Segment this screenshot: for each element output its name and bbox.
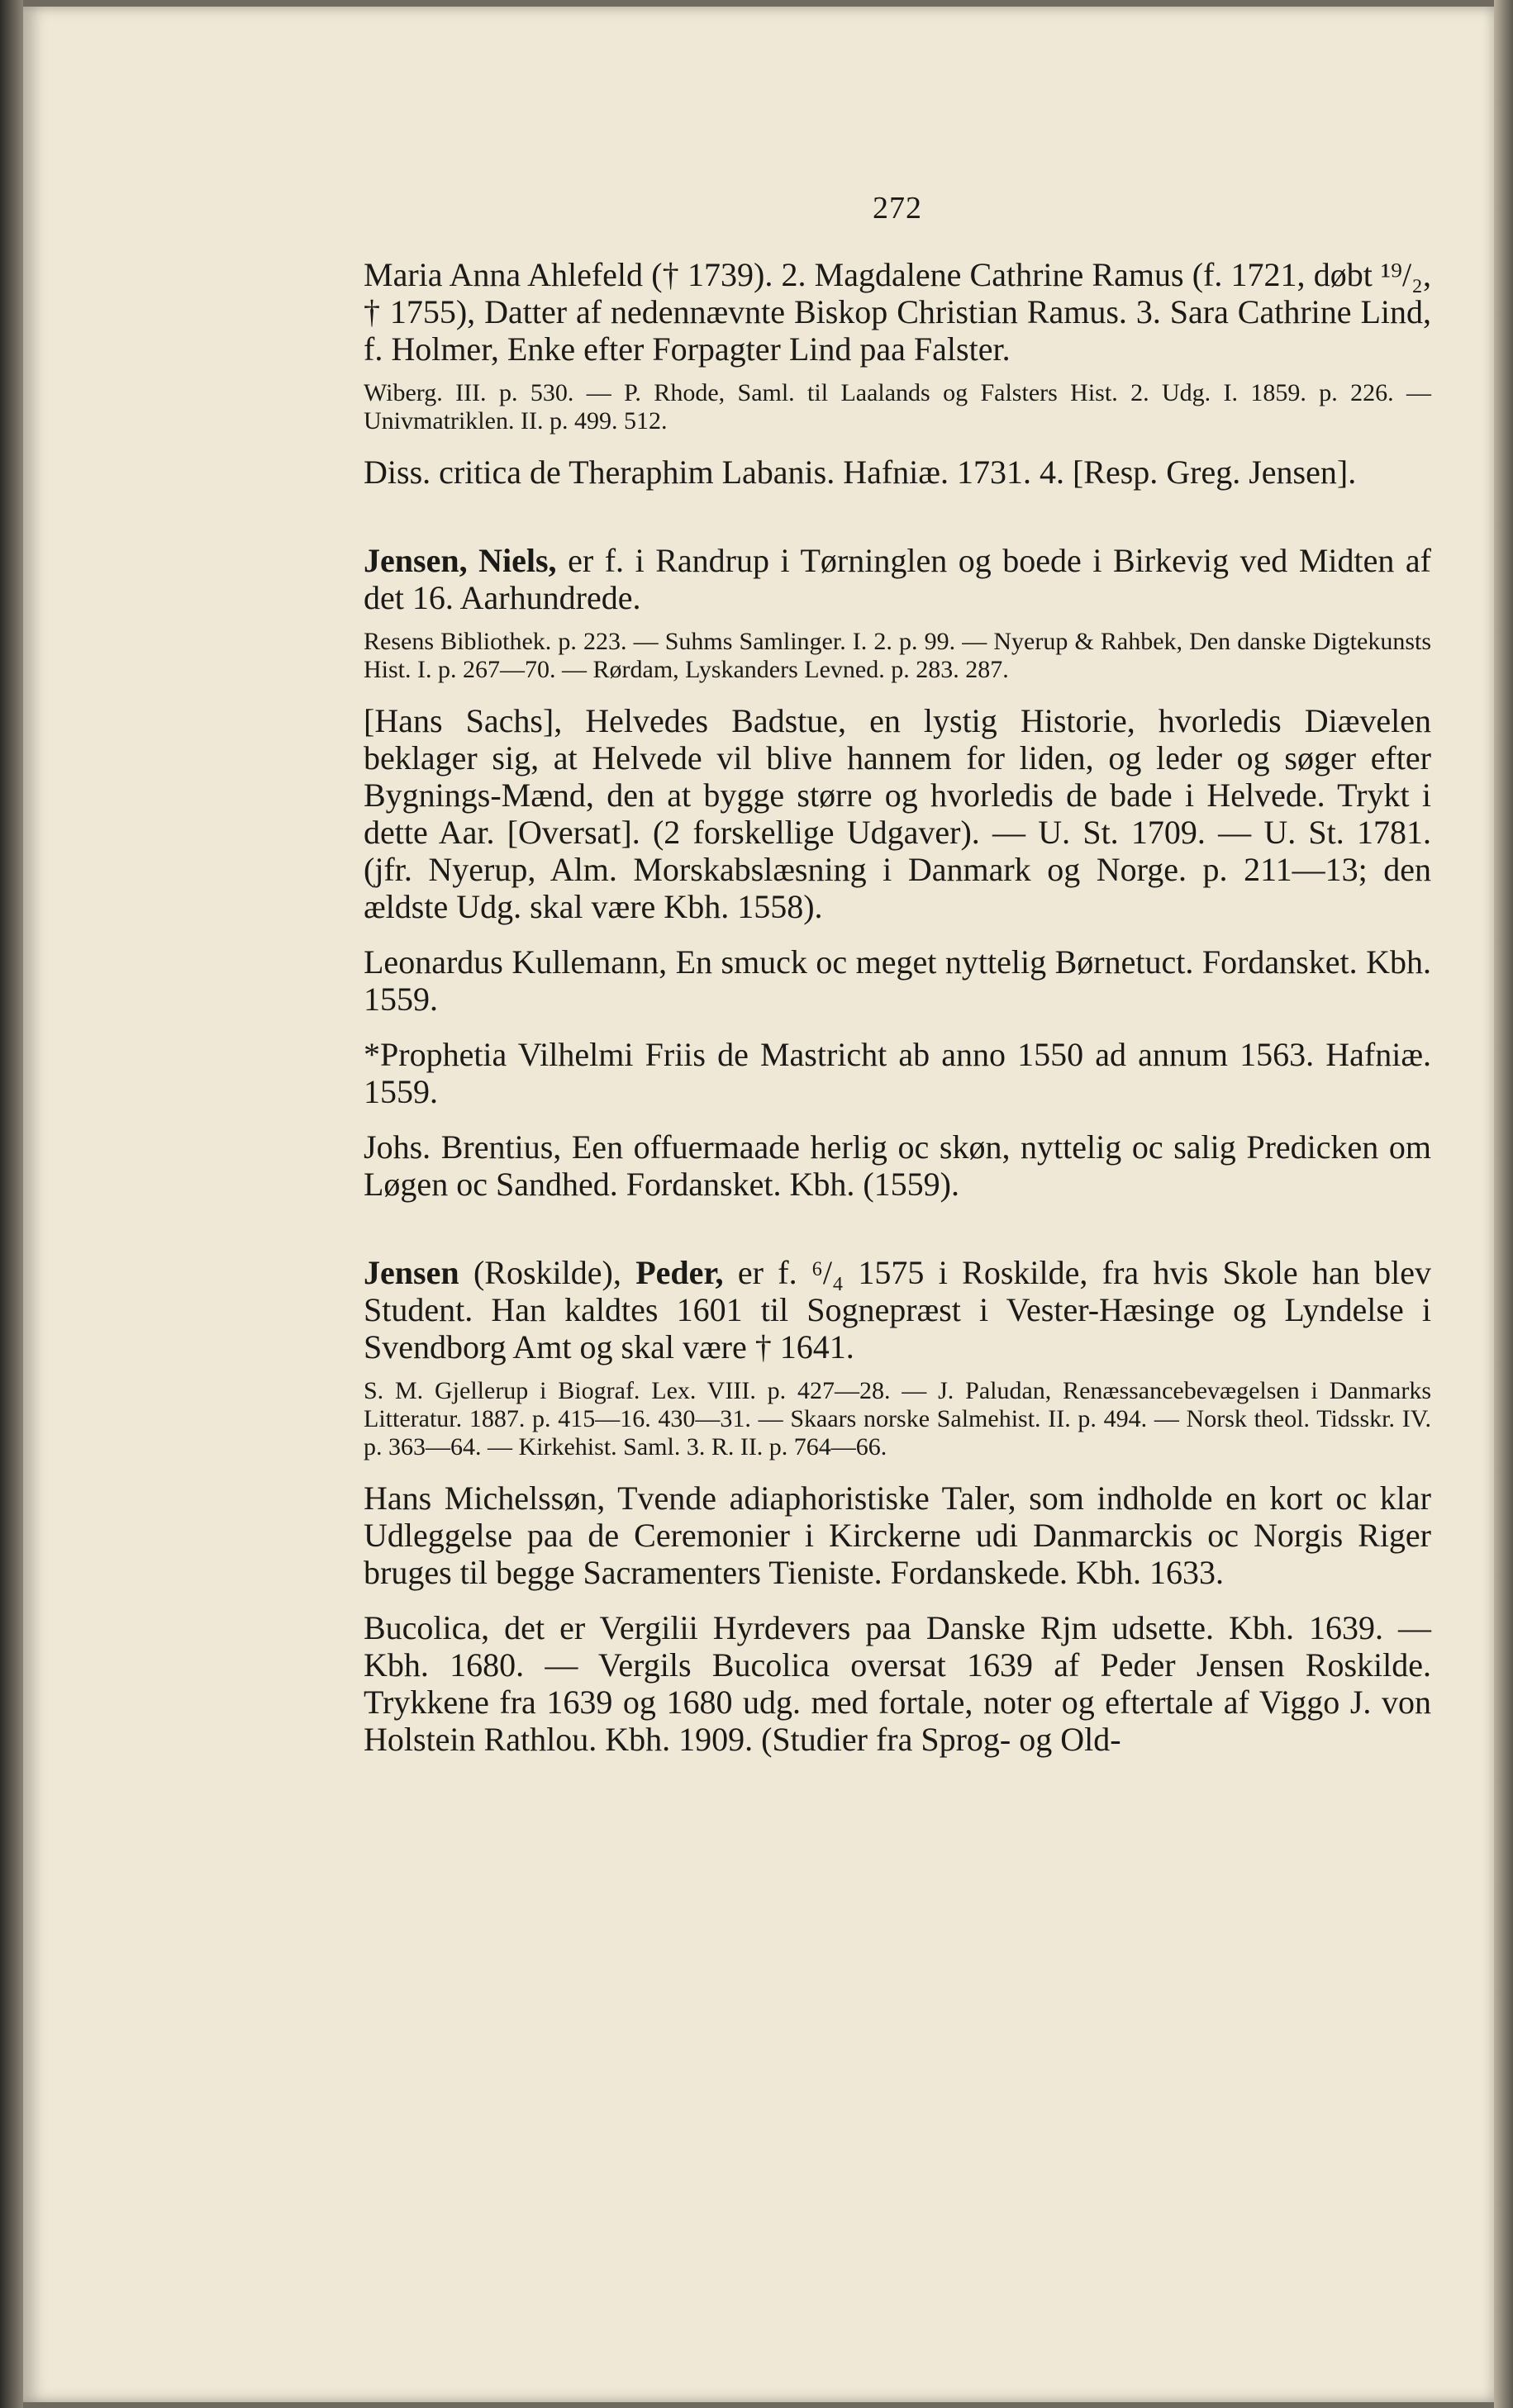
entry-text (364, 542, 1431, 616)
entry-heading: Jensen, Niels, (364, 542, 557, 579)
page-number: 272 (873, 191, 922, 226)
entry-jensen-niels (364, 542, 1431, 1203)
entry-references: S. M. Gjellerup i Biograf. Lex. VIII. p. 427—28. — J. Paludan, Renæssancebevægelsen i Danmarks Litteratur. 1887. p. 415—16. 430—31. — Skaars norske Salmehist. II. p. 494. — Norsk theol. Tidsskr. IV. p. 363—64. — Kirkehist. Saml. 3. R. II. p. 764—66. (364, 1377, 1431, 1460)
entry-references: Resens Bibliothek. p. 223. — Suhms Samlinger. I. 2. p. 99. — Nyerup & Rahbek, Den danske Digtekunsts Hist. I. p. 267—70. — Rørdam, Lyskanders Levned. p. 283. 287. (364, 628, 1431, 683)
work-item: Diss. critica de Theraphim Labanis. Hafniæ. 1731. 4. [Resp. Greg. Jensen]. (364, 454, 1357, 491)
entry-heading-forename: Peder, (635, 1254, 724, 1291)
entry-continuation (364, 256, 1431, 491)
work-item: Hans Michelssøn, Tvende adiaphoristiske Taler, som indholde en kort oc klar Udleggelse paa de Ceremonier i Kirckerne udi Danmarckis oc Norgis Riger bruges til begge Sacramenters Tieniste. Fordanskede. Kbh. 1633. (364, 1479, 1431, 1591)
page-edge (1494, 0, 1513, 2408)
book-spine (0, 0, 23, 2408)
entry-references: Wiberg. III. p. 530. — P. Rhode, Saml. til Laalands og Falsters Hist. 2. Udg. I. 1859. p. 226. — Univmatriklen. II. p. 499. 512. (364, 379, 1431, 435)
entry-jensen-peder (364, 1254, 1431, 1758)
entry-heading-place: (Roskilde), (473, 1254, 621, 1291)
page-text (364, 190, 1431, 1758)
work-item: *Prophetia Vilhelmi Friis de Mastricht ab anno 1550 ad annum 1563. Hafniæ. 1559. (364, 1036, 1431, 1110)
entry-heading-surname: Jensen (364, 1254, 459, 1291)
work-item: [Hans Sachs], Helvedes Badstue, en lystig Historie, hvorledis Diævelen beklager sig, at Helvede vil blive hannem for liden, og leder og søger efter Bygnings-Mænd, den at bygge større og hvorledis de bade i Helvede. Trykt i dette Aar. [Oversat]. (2 forskellige Udgaver). — U. St. 1709. — U. St. 1781. (jfr. Nyerup, Alm. Morskabslæsning i Danmark og Norge. p. 211—13; den ældste Udg. skal være Kbh. 1558). (364, 702, 1431, 925)
work-item: Bucolica, det er Vergilii Hyrdevers paa Danske Rjm udsette. Kbh. 1639. — Kbh. 1680. — Vergils Bucolica oversat 1639 af Peder Jensen Roskilde. Trykkene fra 1639 og 1680 udg. med fortale, noter og eftertale af Viggo J. von Holstein Rathlou. Kbh. 1909. (Studier fra Sprog- og Old- (364, 1609, 1431, 1758)
entry-biography: er f. i Randrup i Tørninglen og boede i Birkevig ved Midten af det 16. Aarhundrede. (364, 542, 1431, 616)
work-item: Johs. Brentius, Een offuermaade herlig oc skøn, nyttelig oc salig Predicken om Løgen oc Sandhed. Fordansket. Kbh. (1559). (364, 1128, 1431, 1203)
entry-biography: er f. ⁶/₄ 1575 i Roskilde, fra hvis Skole han blev Student. Han kaldtes 1601 til Sognepræst i Vester-Hæsinge og Lyndelse i Svendborg Amt og skal være † 1641. (364, 1254, 1432, 1365)
entry-text (364, 1254, 1431, 1365)
entry-text: Maria Anna Ahlefeld († 1739). 2. Magdalene Cathrine Ramus (f. 1721, døbt ¹⁹/₂, † 1755), Datter af nedennævnte Biskop Christian Ramus. 3. Sara Cathrine Lind, f. Holmer, Enke efter Forpagter Lind paa Falster. (364, 256, 1431, 368)
work-item: Leonardus Kullemann, En smuck oc meget nyttelig Børnetuct. Fordansket. Kbh. 1559. (364, 943, 1431, 1018)
